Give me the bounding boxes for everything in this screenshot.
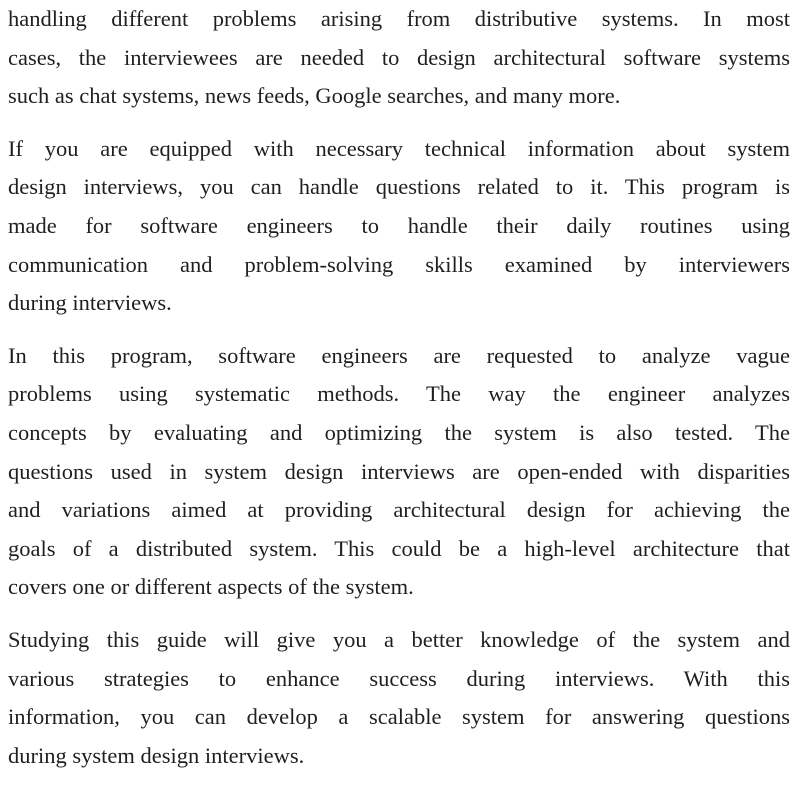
text-line: made for software engineers to handle their daily routines using [8,212,790,238]
paragraph-2 [8,130,790,323]
text-line: concepts by evaluating and optimizing the system is also tested. The [8,419,790,445]
text-line: Studying this guide will give you a better knowledge of the system and [8,626,790,652]
text-line: such as chat systems, news feeds, Google searches, and many more. [8,83,621,109]
text-line: information, you can develop a scalable system for answering questions [8,704,790,730]
text-line: and variations aimed at providing architectural design for achieving the [8,497,790,523]
text-line: questions used in system design interviews are open-ended with disparities [8,458,790,484]
text-line: problems using systematic methods. The way the engineer analyzes [8,381,790,407]
document-page [8,0,790,789]
text-line: handling different problems arising from distributive systems. In most [8,6,790,31]
paragraph-4 [8,621,790,775]
text-line: design interviews, you can handle questions related to it. This program is [8,174,790,200]
text-line: If you are equipped with necessary technical information about system [8,135,790,161]
text-line: various strategies to enhance success during interviews. With this [8,665,790,691]
text-line: communication and problem-solving skills examined by interviewers [8,251,790,277]
text-line: covers one or different aspects of the system. [8,574,414,600]
text-line: cases, the interviewees are needed to design architectural software systems [8,44,790,70]
text-line: during interviews. [8,290,172,316]
text-line: during system design interviews. [8,742,305,768]
paragraph-1 [8,0,790,116]
paragraph-3 [8,337,790,607]
text-line: In this program, software engineers are requested to analyze vague [8,342,790,368]
text-line: goals of a distributed system. This could be a high-level architecture that [8,535,790,561]
